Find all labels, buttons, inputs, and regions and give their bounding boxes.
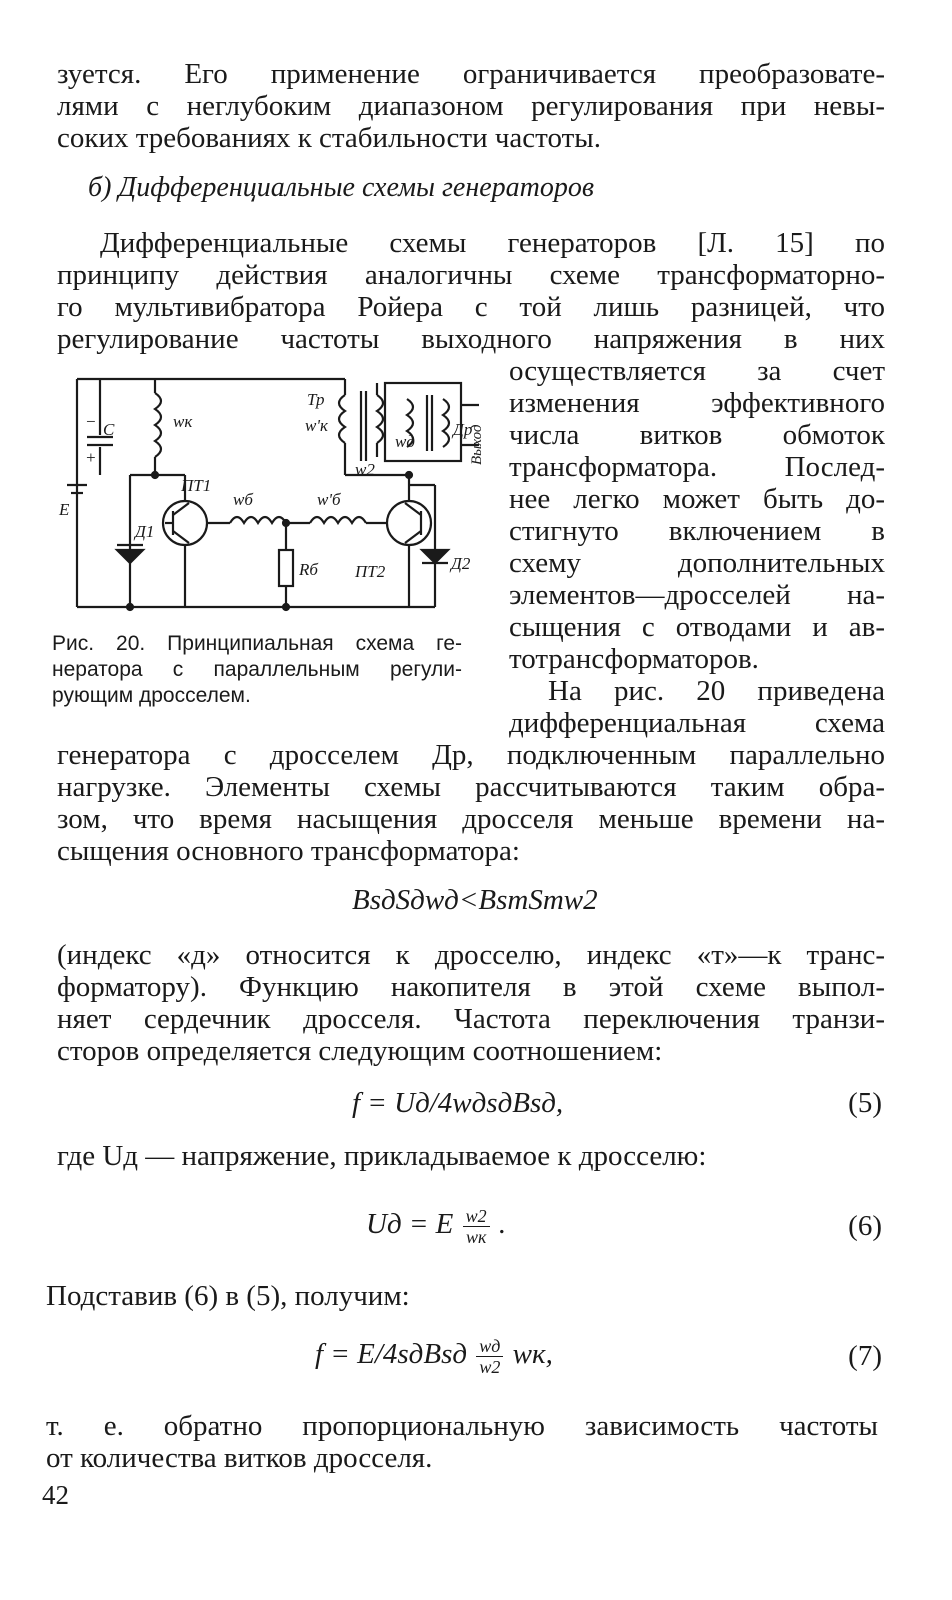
label-tp: Тр bbox=[307, 390, 325, 409]
text-line: трансформатора. Послед- bbox=[509, 451, 885, 483]
label-w2: w2 bbox=[355, 460, 375, 479]
formula-6-lhs: Uд = E bbox=[366, 1208, 454, 1241]
formula-7-lhs: f = E/4sдBsд bbox=[315, 1338, 468, 1371]
formula-7-tail: wк, bbox=[512, 1338, 553, 1371]
section-heading: б) Дифференциальные схемы генераторов bbox=[88, 172, 595, 203]
label-d1: Д1 bbox=[135, 522, 155, 541]
label-e: E bbox=[59, 500, 70, 519]
text-line: лями с неглубоким диапазоном регулирования при невы- bbox=[57, 90, 885, 122]
text-line: соких требованиях к стабильности частоты. bbox=[57, 122, 601, 154]
fraction-denominator: w2 bbox=[479, 1357, 501, 1377]
formula-inequality: BsдSдwд<BsтSтw2 bbox=[352, 884, 598, 916]
equation-number: (5) bbox=[848, 1087, 882, 1119]
text-line: сторов определяется следующим соотношением: bbox=[57, 1035, 663, 1067]
text-line: генератора с дросселем Др, подключенным параллельно bbox=[57, 739, 885, 771]
text-line: зом, что время насыщения дросселя меньше времени на- bbox=[57, 803, 885, 835]
text-line: (индекс «д» относится к дросселю, индекс «т»—к транс- bbox=[57, 939, 885, 971]
equation-number: (6) bbox=[848, 1210, 882, 1242]
text-line: изменения эффективного bbox=[509, 387, 885, 419]
text-line: тотрансформаторов. bbox=[509, 643, 759, 675]
diode-d2-icon bbox=[422, 550, 448, 563]
page-number: 42 bbox=[42, 1480, 69, 1510]
text-line: т. е. обратно пропорциональную зависимость частоты bbox=[46, 1410, 878, 1442]
fraction-numerator: wд bbox=[476, 1336, 503, 1357]
text-line: няет сердечник дросселя. Частота переключения транзи- bbox=[57, 1003, 885, 1035]
label-wk2: w'к bbox=[305, 416, 328, 435]
coil-dr-icon bbox=[443, 399, 449, 447]
text-line: где Uд — напряжение, прикладываемое к дросселю: bbox=[57, 1140, 707, 1172]
label-plus: + bbox=[85, 448, 97, 467]
text-line: нее легко может быть до- bbox=[509, 483, 885, 515]
label-output: Выход bbox=[469, 424, 485, 465]
text-line: регулирование частоты выходного напряжения в них bbox=[57, 323, 885, 355]
equation-number: (7) bbox=[848, 1340, 882, 1372]
text-line: нагрузке. Элементы схемы рассчитываются таким обра- bbox=[57, 771, 885, 803]
text-line: зуется. Его применение ограничивается преобразовате- bbox=[57, 58, 885, 90]
node-dot bbox=[152, 472, 158, 478]
transistor-pt2-icon bbox=[387, 501, 431, 545]
transistor-lead bbox=[173, 503, 189, 515]
label-dr: Др bbox=[453, 420, 473, 439]
label-wd: wд bbox=[395, 432, 415, 451]
text-line: сыщения основного трансформатора: bbox=[57, 835, 520, 867]
label-c: C bbox=[103, 420, 115, 439]
text-line: сыщения с отводами и ав- bbox=[509, 611, 885, 643]
circuit-diagram bbox=[55, 365, 485, 615]
fraction-denominator: wк bbox=[465, 1227, 487, 1247]
diode-d1-icon bbox=[117, 550, 143, 563]
coil-wk-icon bbox=[155, 393, 161, 457]
node-dot bbox=[406, 472, 412, 478]
text-line: На рис. 20 приведена bbox=[548, 675, 885, 707]
coil-wb-icon bbox=[230, 517, 286, 523]
figure-caption: нератора с параллельным регули- bbox=[52, 658, 462, 681]
fraction-numerator: w2 bbox=[463, 1206, 490, 1227]
label-wb2: w'б bbox=[317, 490, 341, 509]
fraction bbox=[476, 1336, 503, 1377]
text-line: элементов—дросселей на- bbox=[509, 579, 885, 611]
coil-wk2-icon bbox=[339, 395, 345, 443]
label-minus: − bbox=[85, 412, 97, 431]
text-line: форматору). Функцию накопителя в этой схеме выпол- bbox=[57, 971, 885, 1003]
text-line: Дифференциальные схемы генераторов [Л. 15] по bbox=[100, 227, 885, 259]
fraction bbox=[463, 1206, 490, 1247]
figure-caption: Рис. 20. Принципиальная схема ге- bbox=[52, 632, 462, 655]
label-pt1: ПТ1 bbox=[181, 476, 212, 495]
formula-6 bbox=[366, 1206, 506, 1247]
text-line: схему дополнительных bbox=[509, 547, 885, 579]
text-line: Подставив (6) в (5), получим: bbox=[46, 1280, 410, 1312]
transistor-lead bbox=[405, 531, 421, 543]
node-dot bbox=[283, 520, 289, 526]
text-line: осуществляется за счет bbox=[509, 355, 885, 387]
node-dot bbox=[283, 604, 289, 610]
label-wk: wк bbox=[173, 412, 193, 431]
text-line: принципу действия аналогичны схеме трансформаторно- bbox=[57, 259, 885, 291]
label-pt2: ПТ2 bbox=[355, 562, 386, 581]
transistor-lead bbox=[405, 503, 421, 515]
text-line: го мультивибратора Ройера с той лишь разницей, что bbox=[57, 291, 885, 323]
label-d2: Д2 bbox=[451, 554, 471, 573]
transistor-lead bbox=[173, 531, 189, 543]
coil-wb2-icon bbox=[310, 517, 366, 523]
text-line: от количества витков дросселя. bbox=[46, 1442, 433, 1474]
formula-6-tail: . bbox=[498, 1208, 507, 1241]
formula-7 bbox=[315, 1336, 553, 1377]
text-line: числа витков обмоток bbox=[509, 419, 885, 451]
formula-5: f = Uд/4wдsдBsд, bbox=[352, 1087, 564, 1119]
label-rb: Rб bbox=[299, 560, 318, 579]
label-wb: wб bbox=[233, 490, 253, 509]
text-line: дифференциальная схема bbox=[509, 707, 885, 739]
node-dot bbox=[127, 604, 133, 610]
resistor-rb-icon bbox=[279, 550, 293, 586]
coil-w2-icon bbox=[377, 395, 383, 443]
figure-caption: рующим дросселем. bbox=[52, 684, 251, 707]
text-line: стигнуто включением в bbox=[509, 515, 885, 547]
